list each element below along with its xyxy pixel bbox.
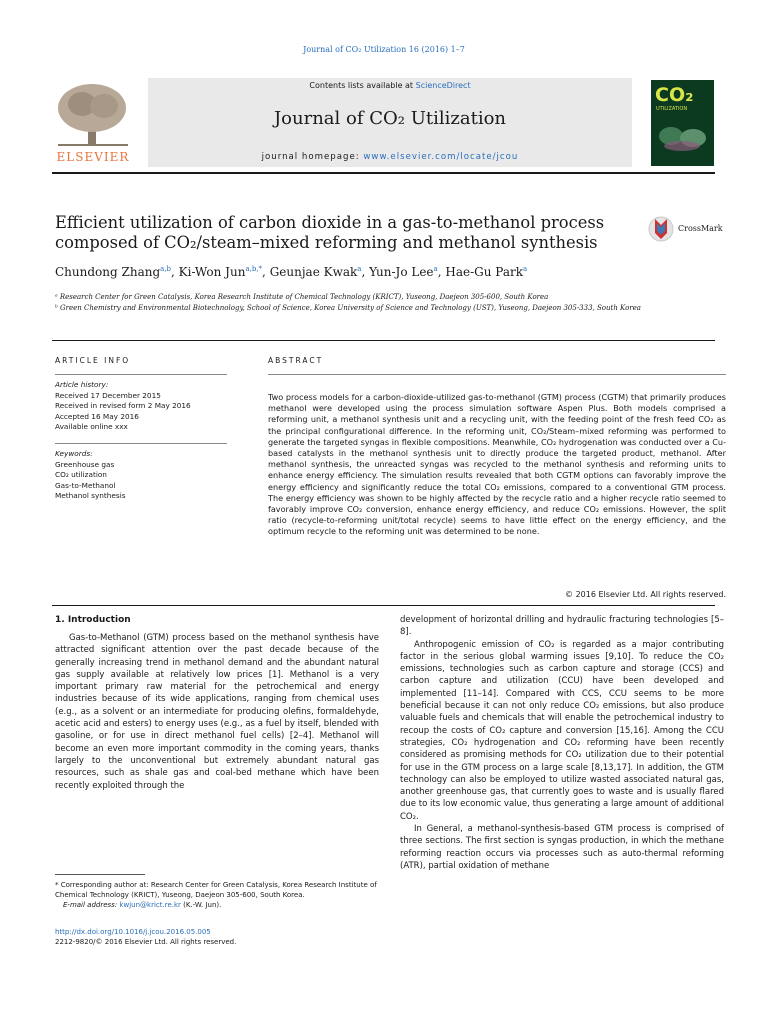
section-rule-bottom (52, 605, 715, 606)
sciencedirect-link[interactable]: ScienceDirect (415, 81, 471, 90)
homepage-link[interactable]: www.elsevier.com/locate/jcou (363, 152, 519, 162)
paper-title (55, 213, 630, 253)
author-name: Chundong Zhang (55, 265, 161, 279)
keyword: Methanol synthesis (55, 491, 126, 500)
author-name: Geunjae Kwak (269, 265, 358, 279)
keywords-label: Keywords: (55, 449, 93, 458)
elsevier-logo (52, 80, 134, 164)
journal-citation[interactable]: Journal of CO₂ Utilization 16 (2016) 1–7 (303, 45, 465, 54)
abstract-copyright: © 2016 Elsevier Ltd. All rights reserved. (565, 590, 726, 599)
history-label: Article history: (55, 380, 109, 389)
received-date: Received 17 December 2015 (55, 390, 161, 400)
article-info-rule (55, 374, 227, 375)
doi-link[interactable]: http://dx.doi.org/10.1016/j.jcou.2016.05.005 (55, 928, 211, 936)
body-paragraph: Anthropogenic emission of CO₂ is regarded as a major contributing factor in the serious global warming issues [9,10]. To reduce the CO₂ emissions, technologies such as carbon capture and storage (CCS) and carbon capture and utilization (CCU) have been developed and implemented [11–14]. Compared with CCS, CCU seems to be more beneficial because it can not only reduce CO₂ emissions, but also produce valuable fuels and chemicals that will enable the petrochemical industry to recoup the costs of CO₂ capture and conversion [15,16]. Among the CCU strategies, CO₂ hydrogenation and CO₂ reforming have been recently considered as promising methods for CO₂ utilization due to their potential for use in the GTM process on a large scale [8,13,17]. In addition, the GTM technology can also be employed to utilize wasted associated natural gas, another greenhouse gas, that currently goes to waste and is usually flared due to its low economic value, thus generating a large amount of additional CO₂. (400, 639, 724, 822)
section-rule-top (52, 340, 715, 341)
body-paragraph: development of horizontal drilling and hydraulic fracturing technologies [5–8]. (400, 615, 724, 638)
doi-block (55, 927, 385, 947)
homepage-prefix: journal homepage: (261, 152, 364, 162)
corresponding-author-footnote (55, 880, 385, 910)
affiliation-a: ᵃ Research Center for Green Catalysis, Korea Research Institute of Chemical Technology (KRICT), Yuseong, Daejeon 305-600, South Korea (55, 293, 549, 301)
crossmark-badge[interactable] (648, 215, 728, 245)
crossmark-icon (648, 215, 674, 243)
footnote-text: * Corresponding author at: Research Center for Green Catalysis, Korea Research Institute of Chemical Technology (KRICT), Yuseong, Daejeon 305-600, South Korea. (55, 881, 377, 899)
keyword: Greenhouse gas (55, 459, 115, 469)
author-affiliation-marker[interactable]: a,b (160, 265, 172, 273)
author-name: Yun-Jo Lee (369, 265, 434, 279)
author-list: Chundong Zhang$^{a,b}$, Ki-Won Jun$^{a,b,*}$, Geunjae Kwak$^a$, Yun-Jo Lee$^a$, Hae-Gu Park$^a$ (55, 265, 528, 279)
revised-date: Received in revised form 2 May 2016 (55, 401, 191, 410)
author-affiliation-marker[interactable]: a (522, 265, 528, 273)
author-affiliation-marker[interactable]: a,b,* (245, 265, 263, 273)
abstract-text: Two process models for a carbon-dioxide-utilized gas-to-methanol (GTM) process (CGTM) that primarily produces methanol were developed using the process simulation software Aspen Plus. Both models comprised a reforming unit, a methanol synthesis unit and a recycling unit, with the feeding point of the fresh feed CO₂ as the principal configurational difference. In the reforming unit, CO₂/Steam–mixed reforming was performed to generate the targeted syngas in flexible compositions. Meanwhile, CO₂ hydrogenation was conducted over a Cu-based catalysts in the methanol synthesis unit to directly produce the targeted product, methanol. After methanol synthesis, the unreacted syngas was recycled to the methanol synthesis and reforming units to enhance energy efficiency. The simulation results revealed that both CGTM options can favorably improve the energy efficiency and significantly reduce the total CO₂ emissions, compared to a conventional GTM process. The energy efficiency was shown to be highly affected by the recycle ratio and a higher recycle ratio seemed to favorably improve CO₂ conversion, enhance energy efficiency, and reduce CO₂ emissions. However, the split ratio (recycle-to-reforming unit/total recycle) seems to have little effect on the energy efficiency, and the optimum recycle to the reforming unit was determined to be none. (268, 392, 726, 537)
body-paragraph: In General, a methanol-synthesis-based GTM process is comprised of three sections. The first section is syngas production, in which the methane reforming reaction occurs via processes such as auto-thermal reforming (ATR), partial oxidation of methane (400, 824, 724, 871)
journal-cover-thumbnail[interactable] (651, 80, 714, 166)
abstract-heading: ABSTRACT (268, 356, 324, 365)
email-suffix: (K.-W. Jun). (180, 901, 222, 909)
keywords-rule (55, 443, 227, 444)
author-name: Hae-Gu Park (445, 265, 523, 279)
contents-prefix: Contents lists available at (309, 81, 416, 90)
online-date: Available online xxx (55, 422, 128, 431)
contents-line (148, 81, 632, 90)
affiliation-b: ᵇ Green Chemistry and Environmental Biotechnology, School of Science, Korea University of Science and Technology (UST), Yuseong, Daejeon 305-333, South Korea (55, 304, 641, 312)
body-paragraph: Gas-to-Methanol (GTM) process based on the methanol synthesis have attracted significant attention over the past decade because of the generally increasing trend in methanol demand and the abundant natural gas supply available at relatively low prices [1]. Methanol is a very important primary raw material for the petrochemical and energy industries because of its wide applications, ranging from chemical uses (e.g., as a solvent or an intermediate for producing olefins, formaldehyde, acetic acid and esters) to energy uses (e.g., as a fuel by itself, blended with gasoline, or for use in direct methanol fuel cells) [2–4]. Methanol will become an even more important commodity in the coming years, thanks largely to the unconventional but extremely abundant natural gas resources, such as shale gas and coal-bed methane which have been recently exploited through the (55, 633, 379, 791)
cover-title: CO₂ (655, 84, 694, 106)
author-affiliation-marker[interactable]: a (433, 265, 438, 273)
elsevier-wordmark: ELSEVIER (56, 150, 130, 164)
footnote-rule (55, 874, 145, 875)
keyword: CO₂ utilization (55, 470, 107, 479)
body-column-right (400, 614, 724, 872)
body-column-left (55, 632, 379, 792)
journal-homepage (148, 152, 632, 162)
article-history (55, 380, 230, 433)
author-affiliation-marker[interactable]: a (357, 265, 362, 273)
keyword: Gas-to-Methanol (55, 480, 116, 490)
paper-title-line-1: Efficient utilization of carbon dioxide in a gas-to-methanol process (55, 213, 605, 232)
keywords-block (55, 449, 230, 502)
article-info-heading: ARTICLE INFO (55, 356, 131, 365)
issn-line: 2212-9820/© 2016 Elsevier Ltd. All rights reserved. (55, 938, 237, 946)
section-heading-introduction: 1. Introduction (55, 615, 131, 625)
author-name: Ki-Won Jun (178, 265, 246, 279)
crossmark-label: CrossMark (678, 224, 723, 233)
journal-title: Journal of CO₂ Utilization (273, 108, 507, 129)
email-line (55, 900, 385, 910)
header-rule (52, 172, 715, 174)
accepted-date: Accepted 16 May 2016 (55, 411, 139, 421)
abstract-rule (268, 374, 726, 375)
paper-title-line-2: composed of CO₂/steam–mixed reforming and methanol synthesis (55, 233, 598, 252)
email-link[interactable]: kwjun@krict.re.kr (119, 901, 181, 909)
cover-subtitle: UTILIZATION (656, 106, 688, 112)
email-label: E-mail address: (63, 901, 120, 909)
affiliations (55, 292, 645, 314)
